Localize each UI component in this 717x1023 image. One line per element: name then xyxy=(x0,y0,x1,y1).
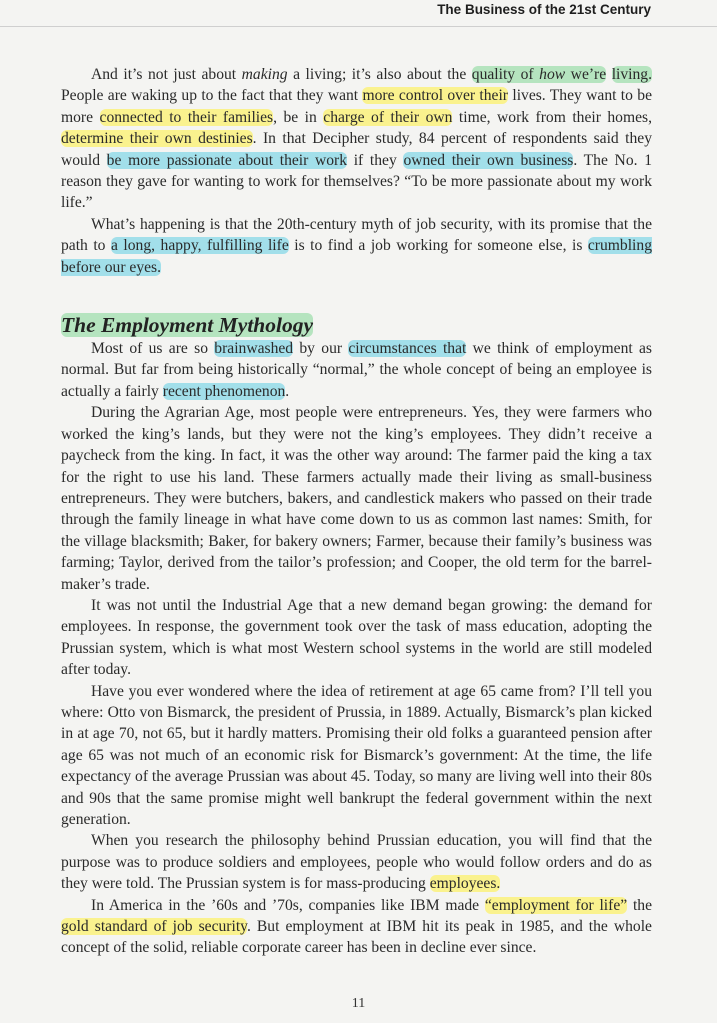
paragraph-7: When you research the philosophy behind Prussian education, you will find that the purpose was to produce soldiers and employees, people who would follow orders and do as they were told. The Prussian system is for mass-producing employees. xyxy=(61,832,652,893)
highlight-yellow: gold standard of job security xyxy=(61,918,247,936)
paragraph-8: In America in the ’60s and ’70s, companies like IBM made “employment for life” the gold standard of job security. But employment at IBM hit its peak in 1985, and the whole concept of the solid, reliable corporate career has been in decline ever since. xyxy=(61,896,652,957)
highlight-blue: brainwashed xyxy=(214,340,294,358)
section-heading xyxy=(61,312,652,338)
highlight-yellow: charge of their own xyxy=(323,108,453,126)
highlight-green: quality of how we’re xyxy=(471,66,607,83)
highlight-yellow: “employment for life” xyxy=(484,896,628,914)
running-title: The Business of the 21st Century xyxy=(437,2,651,17)
highlight-blue: a long, happy, fulfilling life xyxy=(110,237,289,255)
highlight-yellow: determine their own destinies xyxy=(61,130,253,148)
paragraph-3: Most of us are so brainwashed by our circumstances that we think of employment as normal. But far from being historically “normal,” the whole concept of being an employee is actually a fairly recent phenomenon. xyxy=(61,340,652,400)
highlight-yellow: more control over their xyxy=(362,87,509,105)
highlight-blue: crumbling before our eyes. xyxy=(61,237,652,276)
highlight-green: living. xyxy=(611,66,653,83)
highlight-blue: be more passionate about their work xyxy=(106,151,348,169)
page-body xyxy=(61,64,652,959)
paragraph-4: During the Agrarian Age, most people were entrepreneurs. Yes, they were farmers who worked the king’s lands, but they were not the king’s employees. They didn’t receive a paycheck from the king. In fact, it was the other way around: The farmer paid the king a tax for the right to use his land. These farmers actually made their living as small-business entrepreneurs. They were butchers, bakers, and candlestick makers who passed on their trade through the family lineage in what have come down to us as common last names: Smith, for the village blacksmith; Baker, for bakery owners; Farmer, because their family’s business was farming; Taylor, derived from the tailor’s profession; and Cooper, the old term for the barrel-maker’s trade. xyxy=(61,404,652,593)
paragraph-5: It was not until the Industrial Age that a new demand began growing: the demand for employees. In response, the government took over the task of mass education, adopting the Prussian system, which is what most Western school systems in the world are still modeled after today. xyxy=(61,596,652,679)
highlight-blue: circumstances that xyxy=(348,340,467,358)
highlight-green: The Employment Mythology xyxy=(61,313,314,338)
paragraph-6: Have you ever wondered where the idea of retirement at age 65 came from? I’ll tell you where: Otto von Bismarck, the president of Prussia, in 1889. Actually, Bismarck’s plan kicked in at age 70, not 65, but it hardly matters. Promising their old folks a guaranteed pension after age 65 was not much of an economic risk for Bismarck’s government: At the time, the life expectancy of the average Prussian was about 45. Today, so many are living well into their 80s and 90s that the same promise might well bankrupt the federal government within the next generation. xyxy=(61,682,652,828)
highlight-yellow: connected to their families xyxy=(99,108,274,126)
page-number: 11 xyxy=(351,996,366,1011)
highlight-yellow: employees. xyxy=(429,875,501,893)
paragraph-2: What’s happening is that the 20th-century myth of job security, with its promise that the path to a long, happy, fulfilling life is to find a job working for someone else, is crumbling before our eyes. xyxy=(61,215,652,276)
running-header xyxy=(0,0,717,27)
paragraph-1: And it’s not just about making a living; it’s also about the quality of how we’re living. People are waking up to the fact that they want more control over their lives. They want to be more connected to their families, be in charge of their own time, work from their homes, determine their own destinies. In that Decipher study, 84 percent of respondents said they would be more passionate about their work if they owned their own business. The No. 1 reason they gave for wanting to work for themselves? “To be more passionate about my work life.” xyxy=(61,66,653,212)
highlight-blue: recent phenomenon xyxy=(162,382,286,400)
highlight-blue: owned their own business xyxy=(403,151,574,169)
